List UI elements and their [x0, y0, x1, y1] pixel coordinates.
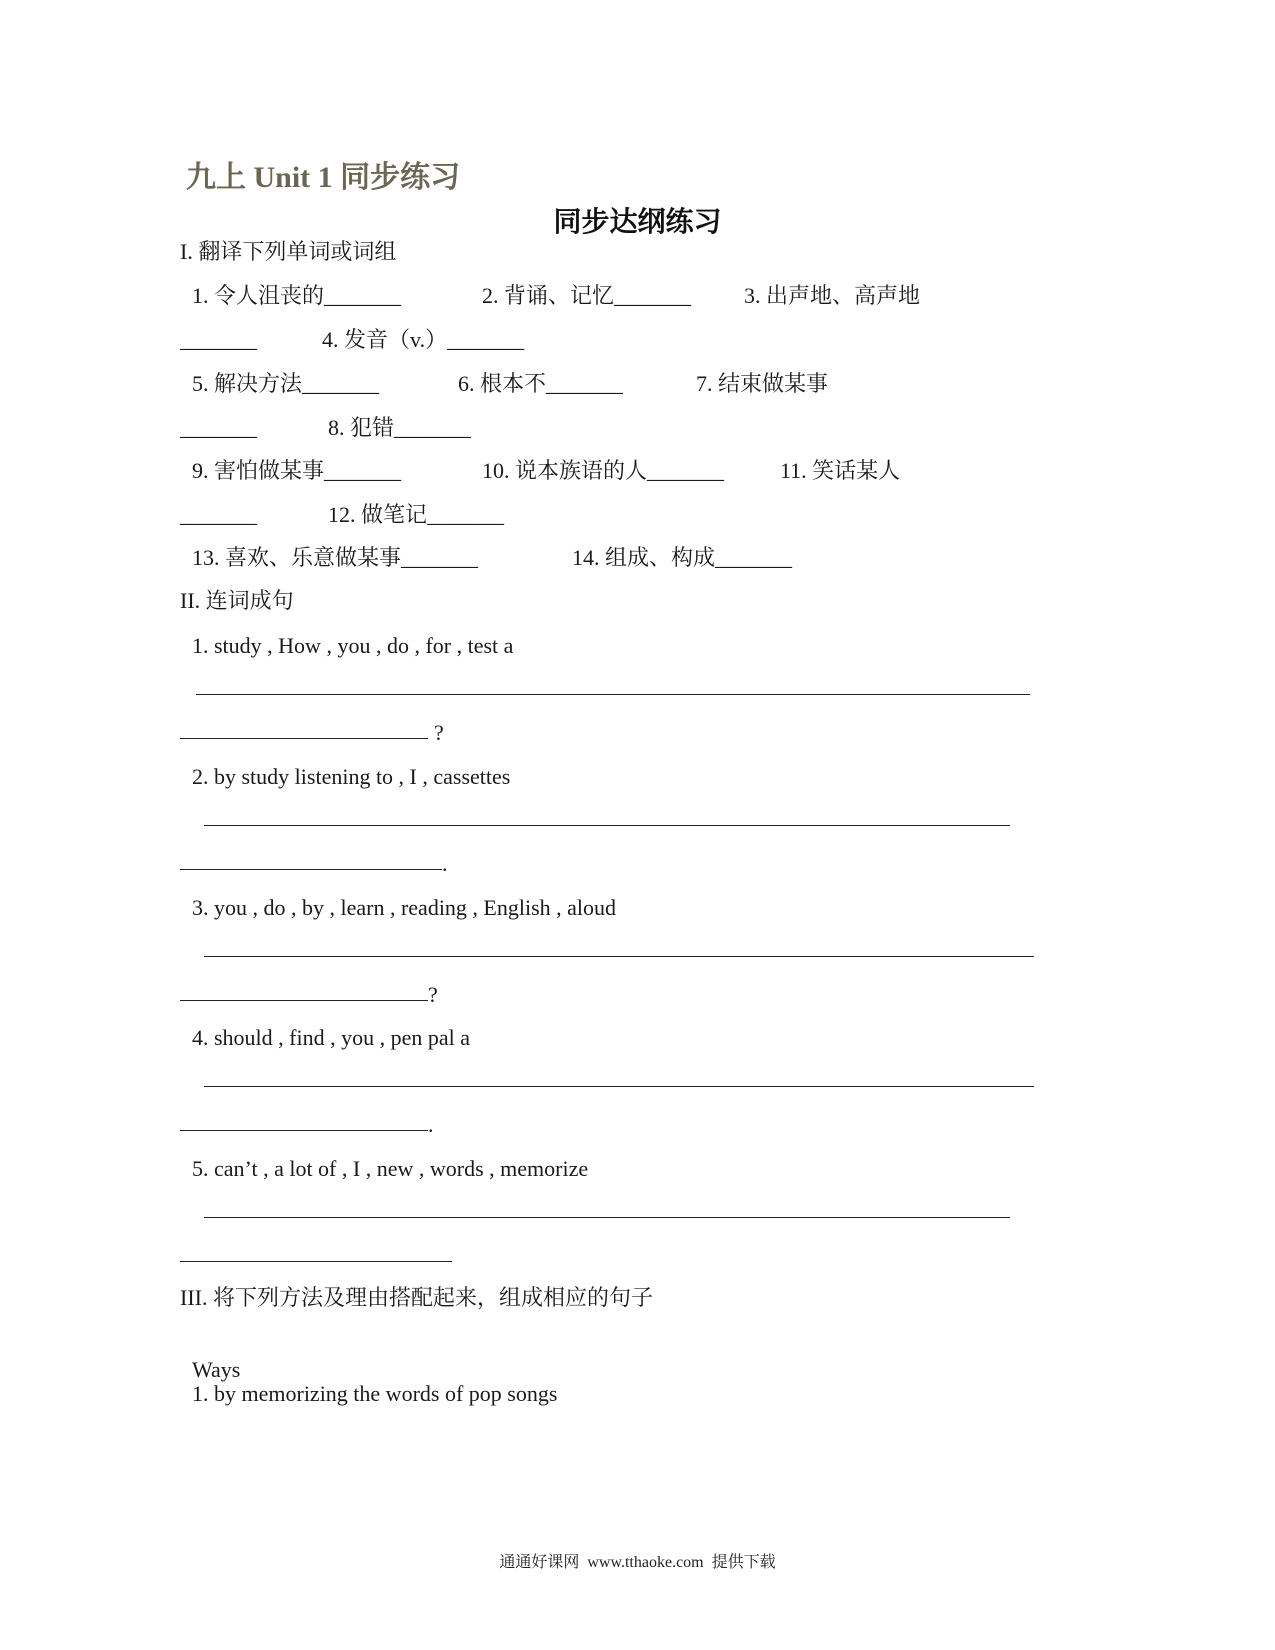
item-3: 3. 出声地、高声地: [744, 283, 921, 308]
item-9: 9. 害怕做某事_______: [192, 458, 402, 483]
item-2: 2. 背诵、记忆_______: [482, 283, 692, 308]
sentence-5-prompt: 5. can’t , a lot of , I , new , words , memorize: [192, 1156, 589, 1181]
item-7: 7. 结束做某事: [696, 371, 829, 396]
item-13: 13. 喜欢、乐意做某事_______: [192, 545, 479, 570]
item-8: 8. 犯错_______: [328, 415, 472, 440]
sentence-3-end-mark: ?: [428, 982, 438, 1007]
ways-label: Ways: [192, 1357, 241, 1382]
exercise-subtitle: 同步达纲练习: [553, 205, 722, 238]
sentence-5-answer-line-2: [180, 1261, 452, 1262]
sentence-1-end-mark: ?: [434, 720, 444, 745]
sentence-3-answer-line-2: [180, 1000, 428, 1001]
sentence-4-answer-line: [204, 1086, 1034, 1087]
sentence-2-answer-line: [204, 825, 1010, 826]
way-1: 1. by memorizing the words of pop songs: [192, 1381, 558, 1406]
item-10: 10. 说本族语的人_______: [482, 458, 725, 483]
document-title: 九上 Unit 1 同步练习: [186, 161, 461, 194]
sentence-1-prompt: 1. study , How , you , do , for , test a: [192, 633, 514, 658]
item-3-blank: _______: [180, 327, 257, 352]
sentence-5-answer-line: [204, 1217, 1010, 1218]
item-5: 5. 解决方法_______: [192, 371, 380, 396]
item-6: 6. 根本不_______: [458, 371, 624, 396]
item-11-blank: _______: [180, 502, 257, 527]
section-2-heading: II. 连词成句: [180, 588, 294, 613]
item-14: 14. 组成、构成_______: [572, 545, 793, 570]
page-footer: 通通好课网 www.tthaoke.com 提供下载: [499, 1554, 776, 1571]
section-1-heading: I. 翻译下列单词或词组: [180, 239, 397, 264]
item-4: 4. 发音（v.）_______: [322, 327, 525, 352]
sentence-2-answer-line-2: [180, 869, 442, 870]
sentence-4-answer-line-2: [180, 1130, 428, 1131]
sentence-4-prompt: 4. should , find , you , pen pal a: [192, 1025, 471, 1050]
item-7-blank: _______: [180, 415, 257, 440]
item-1: 1. 令人沮丧的_______: [192, 283, 402, 308]
sentence-1-answer-line-2: [180, 738, 428, 739]
sentence-3-answer-line: [204, 956, 1034, 957]
sentence-1-answer-line: [196, 694, 1030, 695]
item-11: 11. 笑话某人: [780, 458, 901, 483]
section-3-heading: III. 将下列方法及理由搭配起来，组成相应的句子: [180, 1285, 653, 1310]
sentence-3-prompt: 3. you , do , by , learn , reading , English , aloud: [192, 895, 617, 920]
sentence-2-prompt: 2. by study listening to , I , cassettes: [192, 764, 511, 789]
sentence-4-end-mark: .: [428, 1112, 434, 1137]
sentence-2-end-mark: .: [442, 851, 448, 876]
item-12: 12. 做笔记_______: [328, 502, 505, 527]
